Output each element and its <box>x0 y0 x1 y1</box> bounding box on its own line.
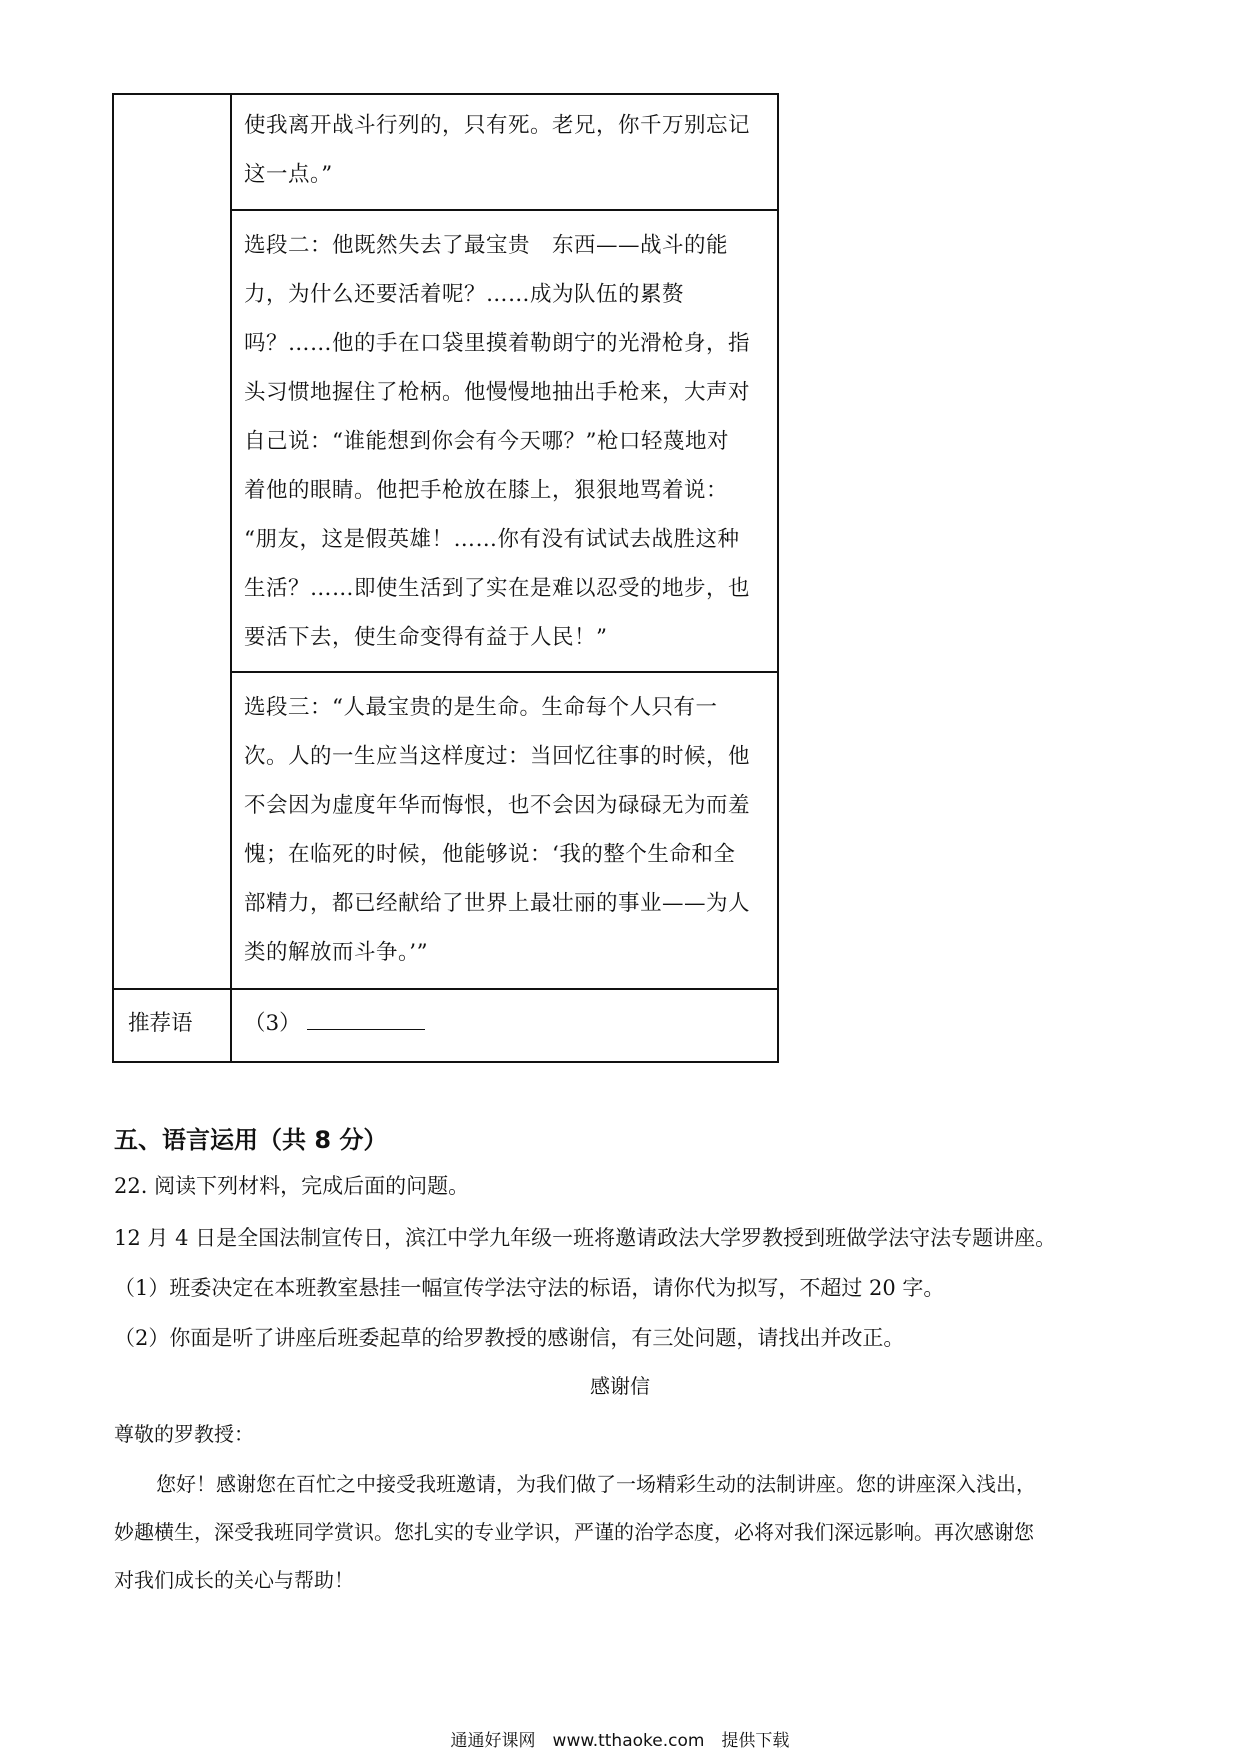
letter-line: 对我们成长的关心与帮助！ <box>114 1568 354 1592</box>
excerpt-three: 选段三：“人最宝贵的是生命。生命每个人只有一 次。人的一生应当这样度过：当回忆往事的时候，他 不会因为虚度年华而悔恨，也不会因为碌碌无为而羞 愧；在临死的时候，他能够说：‘我的整个生命和全 部精力，都已经献给了世界上最壮丽的事业——为人 类的解放而斗争。’” <box>244 695 751 965</box>
question-22: 22. 阅读下列材料，完成后面的问题。 <box>114 1174 470 1198</box>
table-row-divider <box>230 209 777 211</box>
letter-line: 妙趣横生，深受我班同学赏识。您扎实的专业学识，严谨的治学态度，必将对我们深远影响。再次感谢您 <box>114 1520 1034 1544</box>
page-footer: 通通好课网 www.tthaoke.com 提供下载 <box>450 1731 790 1751</box>
letter-line: 您好！感谢您在百忙之中接受我班邀请，为我们做了一场精彩生动的法制讲座。您的讲座深入浅出， <box>156 1472 1036 1496</box>
table-column-divider <box>230 95 232 1061</box>
table-row-divider <box>114 988 777 990</box>
answer-blank[interactable] <box>307 1007 425 1030</box>
answer-number: （3） <box>244 1011 301 1036</box>
table-row-divider <box>230 671 777 673</box>
recommendation-answer <box>244 1007 425 1041</box>
sub-question-1: （1）班委决定在本班教室悬挂一幅宣传学法守法的标语，请你代为拟写，不超过 20 字。 <box>114 1276 945 1300</box>
excerpt-two: 选段二：他既然失去了最宝贵 东西——战斗的能 力，为什么还要活着呢？……成为队伍的累赘 吗？……他的手在口袋里摸着勒朗宁的光滑枪身，指 头习惯地握住了枪柄。他慢慢地抽出手枪来，大声对 自己说：“谁能想到你会有今天哪？”枪口轻蔑地对 着他的眼睛。他把手枪放在膝上，狠狠地骂着说： “朋友，这是假英雄！……你有没有试试去战胜这种 生活？……即使生活到了实在是难以忍受的地步，也 要活下去，使生命变得有益于人民！” <box>244 233 751 650</box>
question-material: 12 月 4 日是全国法制宣传日，滨江中学九年级一班将邀请政法大学罗教授到班做学法守法专题讲座。 <box>114 1226 1057 1250</box>
letter-title: 感谢信 <box>590 1374 650 1398</box>
recommendation-label: 推荐语 <box>128 1011 193 1036</box>
letter-greeting: 尊敬的罗教授： <box>114 1422 254 1446</box>
excerpt-table <box>112 93 779 1063</box>
section-title: 五、语言运用（共 8 分） <box>114 1126 388 1154</box>
excerpt-row-continued: 使我离开战斗行列的，只有死。老兄，你千万别忘记 这一点。” <box>244 113 751 187</box>
sub-question-2: （2）你面是听了讲座后班委起草的给罗教授的感谢信，有三处问题，请找出并改正。 <box>114 1326 905 1350</box>
